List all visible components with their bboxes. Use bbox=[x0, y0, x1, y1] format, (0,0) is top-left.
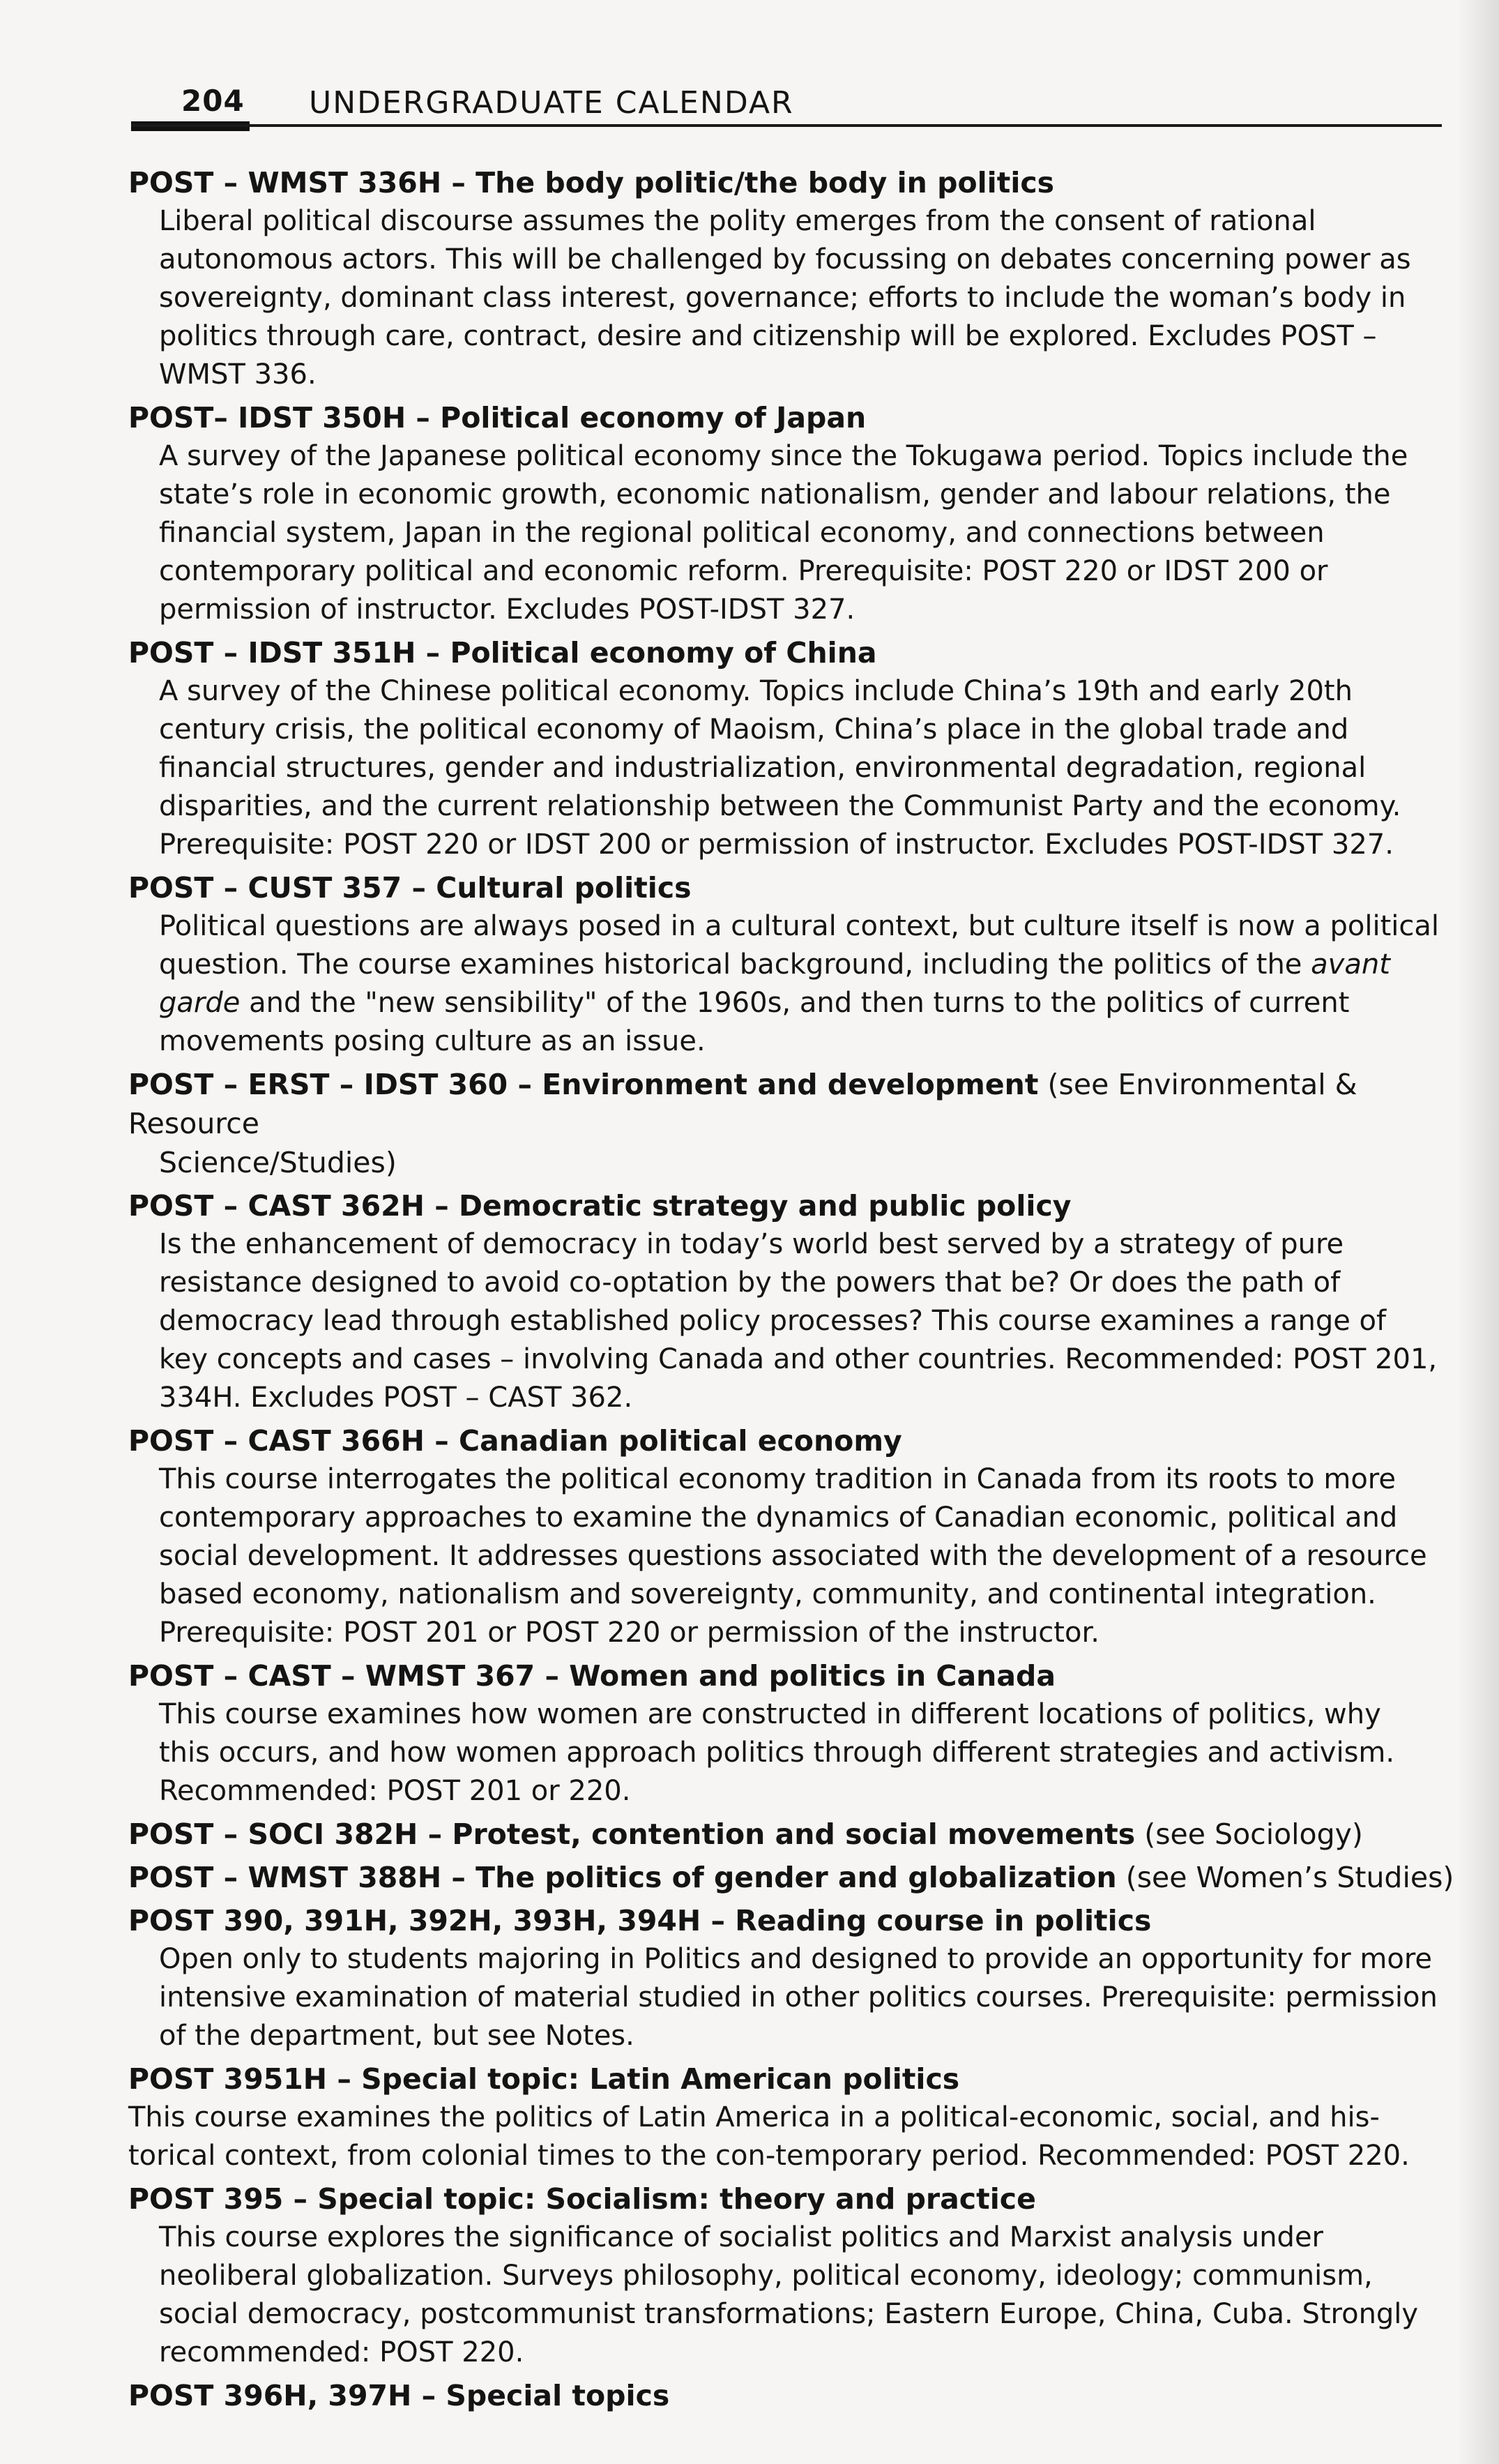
course-title-with-cross-reference bbox=[128, 1858, 1454, 1897]
cross-reference-note: (see Women’s Studies) bbox=[1116, 1861, 1454, 1894]
course-entry-post-wmst-336h bbox=[128, 163, 1439, 394]
course-entry-post-cust-357 bbox=[128, 868, 1439, 1061]
course-description: Open only to students majoring in Politics and designed to provide an opportunity for more intensive examination of material studied in other politics courses. Prerequisite: permission of the department, but see Notes. bbox=[159, 1943, 1438, 2052]
course-title: POST – CUST 357 – Cultural politics bbox=[128, 871, 692, 905]
course-title: POST– IDST 350H – Political economy of Japan bbox=[128, 401, 867, 434]
course-title: POST – IDST 351H – Political economy of China bbox=[128, 636, 877, 670]
running-title: UNDERGRADUATE CALENDAR bbox=[309, 85, 794, 121]
course-description: This course explores the significance of socialist politics and Marxist analysis under neoliberal globalization. Surveys philosophy, political economy, ideology; communism, social democracy, postcommunist transformations; Eastern Europe, China, Cuba. Strongly recommended: POST 220. bbox=[159, 2221, 1419, 2368]
course-title-with-cross-reference bbox=[128, 1065, 1439, 1182]
course-entry-post-soci-382h bbox=[128, 1815, 1439, 1854]
course-description: A survey of the Chinese political economy. Topics include China’s 19th and early 20th century crisis, the political economy of Maoism, China’s place in the global trade and financial structures, gender and industrialization, environmental degradation, regional disparities, and the current relationship between the Communist Party and the economy. Prerequisite: POST 220 or IDST 200 or permission of instructor. Excludes POST-IDST 327. bbox=[159, 675, 1401, 861]
course-title: POST 395 – Special topic: Socialism: theory and practice bbox=[128, 2182, 1036, 2216]
course-entry-post-396h-397h bbox=[128, 2376, 1439, 2415]
course-entry-post-idst-350h bbox=[128, 398, 1439, 629]
course-title: POST – CAST – WMST 367 – Women and politics in Canada bbox=[128, 1659, 1056, 1693]
page-edge-shadow bbox=[1457, 0, 1499, 2464]
course-title-with-cross-reference bbox=[128, 1815, 1439, 1854]
page-header bbox=[131, 78, 1442, 134]
course-entry-post-cast-362h bbox=[128, 1186, 1439, 1417]
description-text: and the "new sensibility" of the 1960s, and then turns to the politics of current movements posing culture as an issue. bbox=[159, 987, 1350, 1057]
course-title: POST – CAST 366H – Canadian political economy bbox=[128, 1424, 902, 1458]
course-description: Liberal political discourse assumes the polity emerges from the consent of rational autonomous actors. This will be challenged by focussing on debates concerning power as sovereignty, dominant class interest, governance; efforts to include the woman’s body in politics through care, contract, desire and citizenship will be explored. Excludes POST – WMST 336. bbox=[159, 205, 1411, 391]
course-description: This course interrogates the political economy tradition in Canada from its roots to more contemporary approaches to examine the dynamics of Canadian economic, political and social development. It addresses questions associated with the development of a resource based economy, nationalism and sovereignty, community, and continental integration. Prerequisite: POST 201 or POST 220 or permission of the instructor. bbox=[159, 1463, 1427, 1649]
course-title: POST – SOCI 382H – Protest, contention and social movements bbox=[128, 1817, 1136, 1851]
cross-reference-note: (see Environmental & Resource bbox=[128, 1068, 1357, 1140]
course-entry-post-395 bbox=[128, 2179, 1439, 2372]
course-entry-post-cast-wmst-367 bbox=[128, 1656, 1439, 1811]
course-title: POST – WMST 336H – The body politic/the body in politics bbox=[128, 166, 1055, 199]
course-description: Is the enhancement of democracy in today’s world best served by a strategy of pure resistance designed to avoid co-optation by the powers that be? Or does the path of democracy lead through established policy processes? This course examines a range of key concepts and cases – involving Canada and other countries. Recommended: POST 201, 334H. Excludes POST – CAST 362. bbox=[159, 1228, 1438, 1414]
course-entry-post-wmst-388h bbox=[128, 1858, 1454, 1897]
page-number: 204 bbox=[181, 84, 245, 118]
cross-reference-note-continued: Science/Studies) bbox=[159, 1146, 397, 1179]
course-entry-post-idst-351h bbox=[128, 633, 1439, 864]
course-title: POST – WMST 388H – The politics of gender and globalization bbox=[128, 1861, 1117, 1894]
course-listing bbox=[128, 163, 1454, 2419]
course-title: POST – ERST – IDST 360 – Environment and development bbox=[128, 1068, 1039, 1101]
course-description: This course examines the politics of Latin America in a political-economic, social, and his-torical context, from colonial times to the con-temporary period. Recommended: POST 220. bbox=[128, 2101, 1410, 2172]
course-entry-post-erst-idst-360 bbox=[128, 1065, 1439, 1182]
course-title: POST 3951H – Special topic: Latin American politics bbox=[128, 2062, 960, 2096]
course-title: POST 396H, 397H – Special topics bbox=[128, 2379, 670, 2412]
course-entry-post-cast-366h bbox=[128, 1421, 1439, 1652]
course-entry-post-3951h bbox=[128, 2059, 1439, 2175]
course-description bbox=[159, 907, 1439, 1061]
description-italic-term: avant garde bbox=[159, 948, 1390, 1019]
course-description: This course examines how women are constructed in different locations of politics, why this occurs, and how women approach politics through different strategies and activism. Recommended: POST 201 or 220. bbox=[159, 1698, 1395, 1807]
course-entry-post-390-394h bbox=[128, 1901, 1439, 2055]
header-rule bbox=[131, 124, 1442, 127]
course-description: A survey of the Japanese political economy since the Tokugawa period. Topics include the state’s role in economic growth, economic nationalism, gender and labour relations, the financial system, Japan in the regional political economy, and connections between contemporary political and economic reform. Prerequisite: POST 220 or IDST 200 or permission of instructor. Excludes POST-IDST 327. bbox=[159, 440, 1408, 626]
course-title: POST 390, 391H, 392H, 393H, 394H – Reading course in politics bbox=[128, 1904, 1152, 1937]
course-title: POST – CAST 362H – Democratic strategy and public policy bbox=[128, 1189, 1072, 1223]
description-text: Political questions are always posed in a cultural context, but culture itself is now a political question. The course examines historical background, including the politics of the bbox=[159, 910, 1439, 981]
cross-reference-note: (see Sociology) bbox=[1135, 1817, 1363, 1851]
